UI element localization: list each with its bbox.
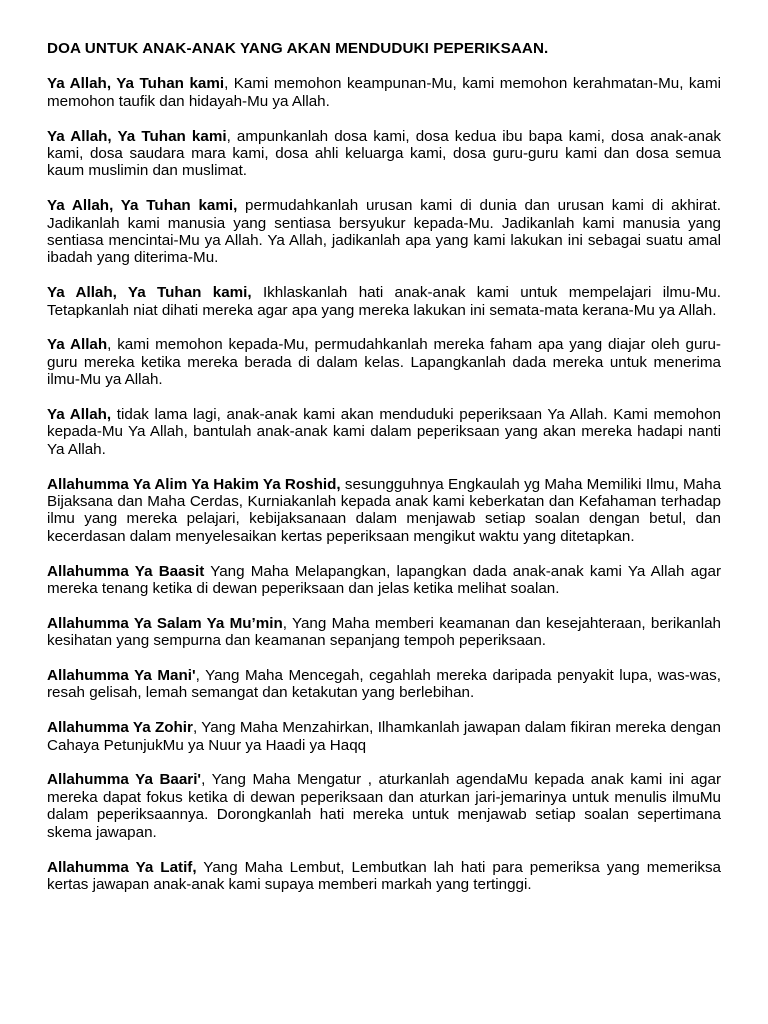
paragraph-text: permudahkanlah urusan kami di dunia dan urusan kami di akhirat. Jadikanlah kami manusia yang sentiasa bersyukur kepada-Mu. Jadikanlah kami manusia yang sentiasa mencintai-Mu ya Allah. Ya Allah, jadikanlah apa yang kami lakukan ini sebagai suatu amal ibadah yang diterima-Mu. — [47, 197, 721, 267]
paragraph-lead: Allahumma Ya Alim Ya Hakim Ya Roshid, — [47, 475, 341, 493]
paragraph-text: , ampunkanlah dosa kami, dosa kedua ibu bapa kami, dosa anak-anak kami, dosa saudara mara kami, dosa ahli keluarga kami, dosa guru-guru kami dan dosa semua kaum muslimin dan muslimat. — [47, 127, 721, 180]
prayer-paragraph — [47, 336, 721, 388]
prayer-paragraph — [47, 615, 721, 650]
paragraph-text: Ikhlaskanlah hati anak-anak kami untuk mempelajari ilmu-Mu. Tetapkanlah niat dihati mereka agar apa yang mereka lakukan ini semata-mata kerana-Mu ya Allah. — [47, 284, 721, 319]
paragraph-lead: Ya Allah, Ya Tuhan kami — [47, 127, 227, 145]
prayer-paragraph — [47, 128, 721, 180]
prayer-paragraph — [47, 719, 721, 754]
paragraph-text: Yang Maha Melapangkan, lapangkan dada anak-anak kami Ya Allah agar mereka tenang ketika di dewan peperiksaan dan jelas ketika melihat soalan. — [47, 562, 721, 598]
paragraph-lead: Allahumma Ya Baari' — [47, 771, 202, 789]
prayer-paragraph — [47, 667, 721, 702]
paragraph-text: , Kami memohon keampunan-Mu, kami memohon kerahmatan-Mu, kami memohon taufik dan hidayah-Mu ya Allah. — [47, 75, 721, 110]
paragraph-lead: Allahumma Ya Zohir — [47, 719, 193, 737]
paragraph-text: , kami memohon kepada-Mu, permudahkanlah mereka faham apa yang diajar oleh guru-guru mereka ketika mereka berada di dalam kelas. Lapangkanlah dada mereka untuk menerima ilmu-Mu ya Allah. — [47, 336, 721, 389]
paragraph-text: tidak lama lagi, anak-anak kami akan menduduki peperiksaan Ya Allah. Kami memohon kepada-Mu Ya Allah, bantulah anak-anak kami dalam peperiksaan yang akan mereka hadapi nanti Ya Allah. — [47, 406, 721, 458]
paragraph-text: sesungguhnya Engkaulah yg Maha Memiliki Ilmu, Maha Bijaksana dan Maha Cerdas, Kurniakanlah kepada anak kami keberkatan dan Kefahaman terhadap ilmu yang mereka pelajari, kebijaksanaan dalam menjawab setiap soalan dengan betul, dan kecerdasan dalam menyelesaikan kertas peperiksaan mengikut waktu yang ditetapkan. — [47, 475, 722, 545]
prayer-paragraph — [47, 197, 721, 267]
prayer-paragraph — [47, 284, 721, 319]
paragraph-lead: Ya Allah, — [47, 406, 112, 424]
prayer-paragraph — [47, 859, 721, 894]
prayer-paragraph — [47, 406, 721, 458]
prayer-paragraph — [47, 771, 721, 841]
prayer-paragraph — [47, 563, 721, 598]
paragraph-lead: Allahumma Ya Latif, — [47, 858, 197, 876]
paragraph-text: , Yang Maha Mengatur , aturkanlah agendaMu kepada anak kami ini agar mereka dapat fokus ketika di dewan peperiksaan dan aturkan jari-jemarinya untuk menulis ilmuMu dalam peperiksaannya. Dorongkanlah hati mereka untuk menjawab setiap soalan sepertimana skema jawapan. — [47, 771, 721, 841]
document-page — [47, 40, 721, 911]
paragraph-text: , Yang Maha Mencegah, cegahlah mereka daripada penyakit lupa, was-was, resah gelisah, lemah semangat dan ketakutan yang berlebihan. — [47, 667, 721, 702]
paragraph-text: , Yang Maha Menzahirkan, Ilhamkanlah jawapan dalam fikiran mereka dengan Cahaya PetunjukMu ya Nuur ya Haadi ya Haqq — [47, 719, 722, 754]
paragraph-lead: Ya Allah, Ya Tuhan kami — [47, 75, 225, 93]
paragraph-lead: Allahumma Ya Mani' — [47, 667, 196, 685]
paragraph-lead: Allahumma Ya Baasit — [47, 562, 205, 580]
paragraph-lead: Ya Allah, Ya Tuhan kami, — [47, 197, 238, 215]
prayer-paragraph — [47, 476, 721, 546]
paragraph-text: Yang Maha Lembut, Lembutkan lah hati para pemeriksa yang memeriksa kertas jawapan anak-anak kami supaya memberi markah yang tertinggi. — [47, 858, 721, 893]
paragraph-lead: Ya Allah — [47, 336, 108, 354]
paragraph-text: , Yang Maha memberi keamanan dan kesejahteraan, berikanlah kesihatan yang sempurna dan keamanan sepanjang tempoh peperiksaan. — [47, 614, 721, 650]
paragraph-lead: Ya Allah, Ya Tuhan kami, — [47, 284, 252, 302]
prayer-paragraph — [47, 75, 721, 110]
paragraph-lead: Allahumma Ya Salam Ya Mu’min — [47, 614, 283, 632]
document-title: DOA UNTUK ANAK-ANAK YANG AKAN MENDUDUKI PEPERIKSAAN. — [47, 40, 549, 57]
